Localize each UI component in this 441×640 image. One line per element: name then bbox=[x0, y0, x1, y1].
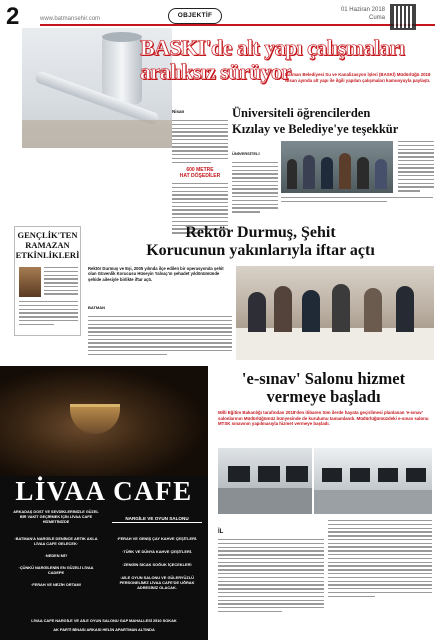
page-number: 2 bbox=[6, 3, 20, 30]
livaa-right-item: ·FERAH VE GENİŞ ÇAY KAHVE ÇEŞİTLERİ. bbox=[116, 536, 198, 541]
exam-headline-1: 'e-sınav' Salonu hizmet bbox=[241, 369, 406, 388]
university-body-bottom bbox=[281, 197, 433, 205]
university-headline-1: Üniversiteli öğrencilerden bbox=[232, 106, 371, 120]
rector-headline-1: Rektör Durmuş, Şehit bbox=[185, 224, 336, 241]
exam-headline-2: vermeye başladı bbox=[266, 387, 381, 406]
livaa-left-list bbox=[10, 536, 102, 587]
exam-body-col1 bbox=[218, 520, 324, 615]
events-photo bbox=[19, 267, 41, 297]
livaa-cafe-subtitle: ARKADAŞ DOST VE SEVDİKLERİNİZLE GÜZEL BİR VAKİT GEÇİRMEK İÇİN LİVAA CAFE HİZMETİNİZDE bbox=[13, 510, 99, 524]
university-headline-2: Kızılay ve Belediye'ye teşekkür bbox=[232, 122, 399, 136]
issue-day: Cuma bbox=[368, 15, 385, 21]
exam-lead-word: İL bbox=[218, 529, 224, 535]
livaa-right-item: ·AİLE OYUN SALONU VE GÜLERYÜZLÜ PERSONELİMİZ LİVAA CAFE'DE UĞRAK ADRESİNİZ OLACAK. bbox=[119, 575, 195, 590]
section-logo bbox=[168, 8, 222, 24]
university-body-col1 bbox=[232, 142, 278, 215]
baski-deck: Batman Belediyesi Su ve Kanalizasyon İşleri (BASKİ) Müdürlüğü 2018 Nisan ayında alt yapı ile ilgili yapılan çalışmaları kamuoyuyla paylaştı. bbox=[285, 72, 431, 83]
university-body-col3 bbox=[398, 141, 434, 194]
livaa-left-item: ·FERAH VE NEZİH ORTAM! bbox=[30, 582, 82, 587]
events-box-title bbox=[15, 230, 80, 260]
baski-body-col1 bbox=[172, 100, 228, 236]
baski-headline-1 bbox=[140, 36, 404, 60]
livaa-right-item: ·TÜRK VE DÜNYA KAHVE ÇEŞİTLERİ. bbox=[122, 549, 192, 554]
livaa-cafe-brand: LİVAA CAFE bbox=[15, 476, 193, 506]
header-rule bbox=[40, 24, 435, 26]
rector-body bbox=[88, 296, 232, 358]
rector-deck: Rektör Durmuş ve Eşi, 2005 yılında ilçe edilen bir operasyonda şehit olan Güvenlik Korucusu Hüseyin Yalvaç'ın şehadet yıldönümünde şehide ailesiyle birlikte iftar açtı. bbox=[88, 266, 224, 282]
university-lead-word: ÜNİVERSİTELİ bbox=[232, 151, 260, 156]
events-title-line1: GENÇLİK'TEN bbox=[17, 230, 78, 240]
qr-code-icon bbox=[390, 4, 416, 30]
section-logo-text: OBJEKTİF bbox=[177, 12, 213, 19]
events-box bbox=[14, 226, 81, 336]
baski-lead-word: Nisan bbox=[172, 109, 185, 114]
livaa-left-item: ·BATMAN'A NARGİLE DENİNCE ARTIK AKLA LİVAA CAFE GELECEK· bbox=[14, 536, 98, 546]
issue-date: 01 Haziran 2018 bbox=[340, 7, 385, 13]
website-url[interactable]: www.batmansehir.com bbox=[40, 16, 101, 22]
livaa-right-list bbox=[112, 536, 202, 590]
livaa-address-line1: LİVAA CAFE NARGİLE VE AİLE OYUN SALONU GAP MAHALLESİ 2510 SOKAK bbox=[31, 618, 177, 623]
exam-room-photo-2 bbox=[314, 448, 432, 514]
livaa-left-item: ·NEDEN Mİ? bbox=[44, 553, 68, 558]
baski-headline-2-text: aralıksız sürüyor bbox=[140, 59, 291, 84]
baski-headline-2 bbox=[140, 60, 291, 84]
livaa-left-item: ·ÇÜNKÜ NARGİLENİN EN GÜZELİ LİVAA CADEPE bbox=[18, 565, 94, 575]
baski-side-heading: 600 METRE HAT DÖŞEDİLER bbox=[179, 166, 221, 179]
exam-room-photo-1 bbox=[218, 448, 312, 514]
livaa-right-item: ·ZENGİN SICAK SOĞUK İÇECEKLER! bbox=[122, 562, 192, 567]
iftar-photo bbox=[236, 266, 434, 360]
livaa-cafe-ad[interactable] bbox=[0, 366, 208, 640]
rector-lead-word: BATMAN bbox=[88, 305, 106, 310]
events-title-line2: RAMAZAN bbox=[25, 240, 70, 250]
livaa-right-title: NARGİLE VE OYUN SALONU bbox=[112, 516, 202, 523]
baski-headline-1-text: BASKI'de alt yapı çalışmaları bbox=[140, 35, 405, 60]
exam-deck: Milli Eğitim Bakanlığı tarafından 2018'den itibaren tüm ilerde hayata geçirilmesi planlanan 'e-sınav' salonlarının Müdürlüğümüz bünyesinde de kurulumu tamamlandı. Müdürlüğümüzdeki e-sınav salonu MTSK sınavının yapılmasıyla hizmet vermeye başladı. bbox=[218, 410, 429, 426]
livaa-address-line2: AK PARTİ BİNASI ARKASI HELİN APARTMAN ALTINDA bbox=[53, 627, 155, 632]
rector-headline-2: Korucunun yakınlarıyla iftar açtı bbox=[146, 242, 375, 259]
students-photo bbox=[281, 141, 393, 193]
events-title-line3: ETKİNLİKLERİ bbox=[15, 250, 80, 260]
exam-body-col2 bbox=[328, 520, 432, 599]
